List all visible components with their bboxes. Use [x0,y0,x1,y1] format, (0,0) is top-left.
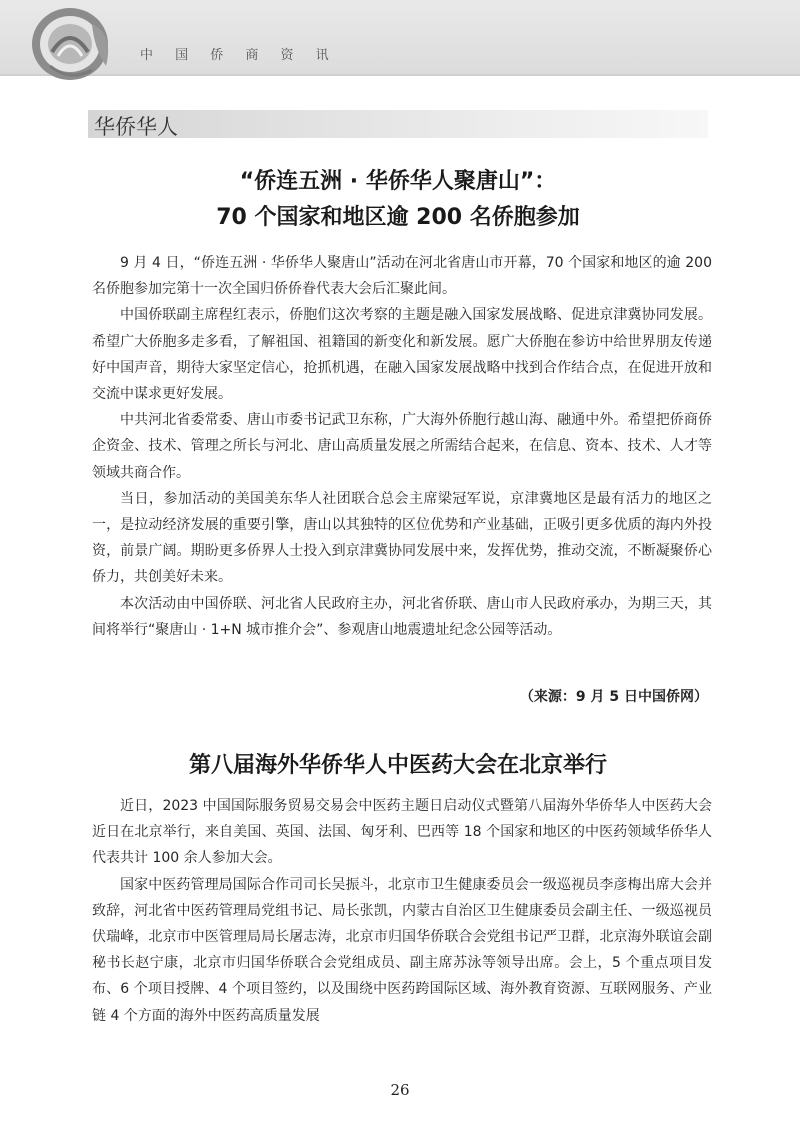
article1-title-line2: 70 个国家和地区逾 200 名侨胞参加 [216,205,580,230]
article1-source: （来源：9 月 5 日中国侨网） [519,689,708,705]
article2-paragraph: 国家中医药管理局国际合作司司长吴振斗，北京市卫生健康委员会一级巡视员李彦梅出席大会并致辞，河北省中医药管理局党组书记、局长张凯，内蒙古自治区卫生健康委员会副主任、一级巡视员伏瑞峰，北京市中医管理局局长屠志涛，北京市归国华侨联合会党组书记严卫群，北京海外联谊会副秘书长赵宁康，北京市归国华侨联合会党组成员、副主席苏泳等领导出席。会上，5 个重点项目发布、6 个项目授牌、4 个项目签约，以及围绕中医药跨国际区域、海外教育资源、互联网服务、产业链 4 个方面的海外中医药高质量发展 [92,876,712,1024]
article1-paragraph: 中共河北省委常委、唐山市委书记武卫东称，广大海外侨胞行越山海、融通中外。希望把侨商侨企资金、技术、管理之所长与河北、唐山高质量发展之所需结合起来，在信息、资本、技术、人才等领域共商合作。 [92,412,712,481]
article2-paragraph: 近日，2023 中国国际服务贸易交易会中医药主题日启动仪式暨第八届海外华侨华人中医药大会近日在北京举行，来自美国、英国、法国、匈牙利、巴西等 18 个国家和地区的中医药领域华侨华人代表共计 100 余人参加大会。 [92,798,712,867]
logo-emblem [22,4,122,86]
article1-paragraph: 本次活动由中国侨联、河北省人民政府主办，河北省侨联、唐山市人民政府承办，为期三天，其间将举行“聚唐山 · 1+N 城市推介会”、参观唐山地震遗址纪念公园等活动。 [92,595,712,638]
article1-paragraph: 当日，参加活动的美国美东华人社团联合总会主席梁冠军说，京津冀地区是最有活力的地区之一，是拉动经济发展的重要引擎，唐山以其独特的区位优势和产业基础，正吸引更多优质的海内外投资，前景广阔。期盼更多侨界人士投入到京津冀协同发展中来，发挥优势，推动交流，不断凝聚侨心侨力，共创美好未来。 [92,490,712,586]
article1-paragraph: 中国侨联副主席程红表示，侨胞们这次考察的主题是融入国家发展战略、促进京津冀协同发展。希望广大侨胞多走多看，了解祖国、祖籍国的新变化和新发展。愿广大侨胞在参访中给世界朋友传递好中国声音，期待大家坚定信心，抢抓机遇，在融入国家发展战略中找到合作结合点，在促进开放和交流中谋求更好发展。 [92,307,712,403]
article1-body [92,250,712,643]
article1-title-line1: “侨连五洲 · 华侨华人聚唐山”： [239,169,557,194]
article2-title: 第八届海外华侨华人中医药大会在北京举行 [188,753,607,778]
article2-body [92,793,712,1029]
article1-paragraph: 9 月 4 日，“侨连五洲 · 华侨华人聚唐山”活动在河北省唐山市开幕，70 个国家和地区的逾 200 名侨胞参加完第十一次全国归侨侨眷代表大会后汇聚此间。 [92,255,712,298]
section-title: 华侨华人 [94,115,178,139]
section-bar [88,110,708,138]
page-number: 26 [390,1081,410,1099]
publication-title: 中 国 侨 商 资 讯 [140,48,338,63]
